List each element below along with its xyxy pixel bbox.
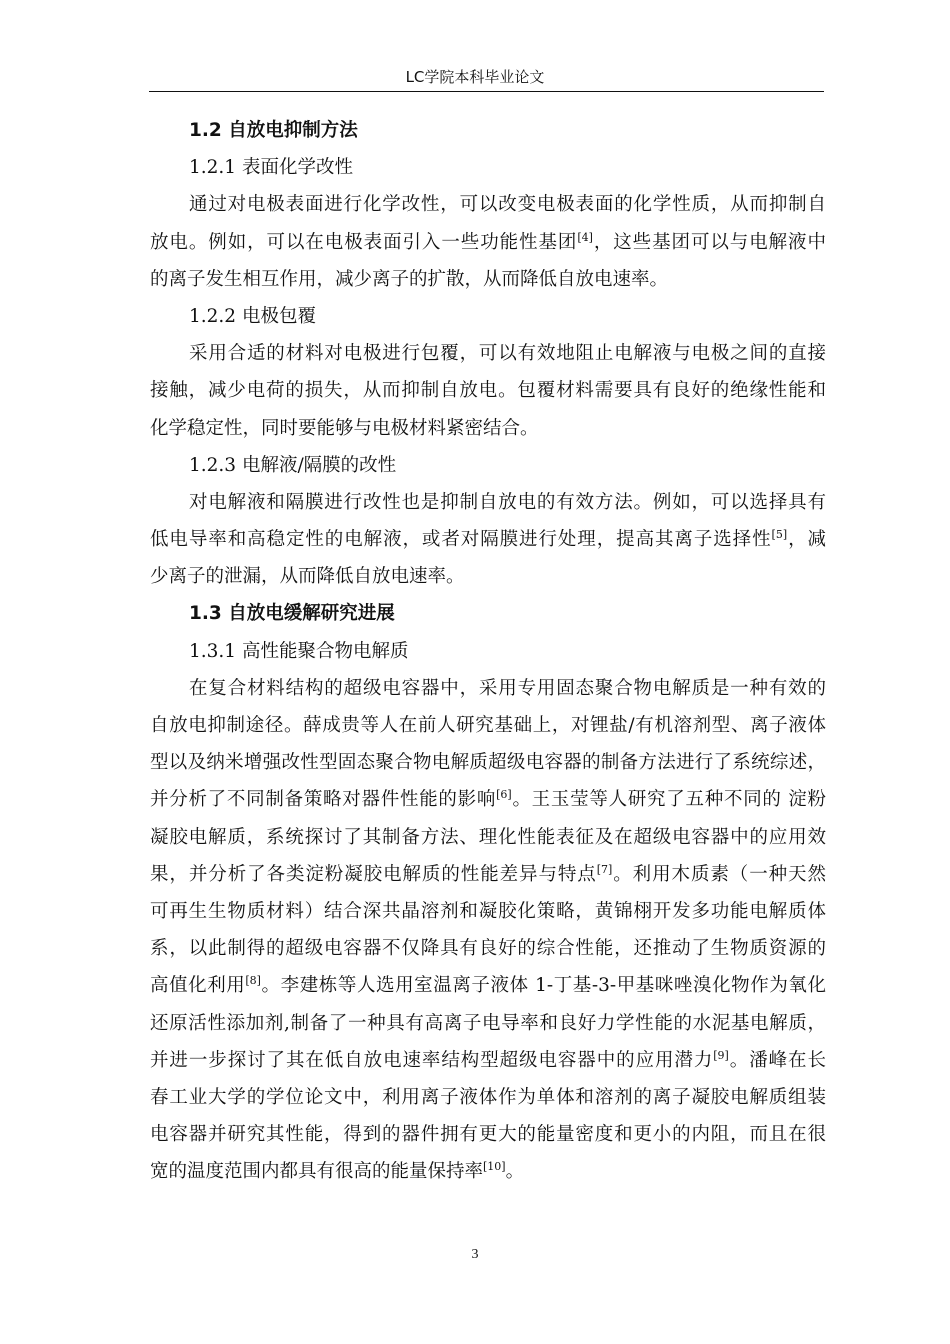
citation-ref: [5]: [771, 528, 788, 542]
paragraph-line: 自放电抑制途径。薛成贵等人在前人研究基础上，对锂盐/有机溶剂型、离子液体: [150, 715, 826, 736]
paragraph-line: [150, 1153, 826, 1190]
paragraph-line: 的离子发生相互作用，减少离子的扩散，从而降低自放电速率。: [150, 268, 669, 290]
paragraph-line: 还原活性添加剂,制备了一种具有高离子电导率和良好力学性能的水泥基电解质，: [150, 1012, 826, 1034]
paragraph-line: 接触，减少电荷的损失，从而抑制自放电。包覆材料需要具有良好的绝缘性能和: [150, 380, 826, 402]
text-run: ，减: [787, 529, 826, 551]
text-run: 放电。例如，可以在电极表面引入一些功能性基团: [150, 231, 578, 253]
text-run: 宽的温度范围内都具有很高的能量保持率: [150, 1161, 484, 1183]
text-run: ，这些基团可以与电解液中: [592, 231, 826, 253]
paragraph-line: 少离子的泄漏，从而降低自放电速率。: [150, 566, 465, 588]
citation-ref: [7]: [596, 862, 613, 876]
section-heading-1-2: 1.2 自放电抑制方法: [189, 120, 358, 141]
citation-ref: [8]: [245, 974, 261, 988]
text-run: 高值化利用: [150, 975, 246, 997]
citation-ref: [6]: [496, 788, 512, 802]
paragraph-line: 型以及纳米增强改性型固态聚合物电解质超级电容器的制备方法进行了系统综述，: [150, 752, 826, 774]
paragraph-line: 对电解液和隔膜进行改性也是抑制自放电的有效方法。例如，可以选择具有: [189, 491, 826, 513]
subsection-heading-1-3-1: 1.3.1 高性能聚合物电解质: [189, 640, 409, 662]
header-divider: [149, 91, 824, 92]
subsection-heading-1-2-1: 1.2.1 表面化学改性: [189, 157, 353, 179]
paragraph-line: 凝胶电解质，系统探讨了其制备方法、理化性能表征及在超级电容器中的应用效: [150, 826, 826, 848]
paragraph-line: [150, 781, 826, 818]
paragraph-line: 系，以此制得的超级电容器不仅降具有良好的综合性能，还推动了生物质资源的: [150, 938, 826, 960]
paragraph-line: 通过对电极表面进行化学改性，可以改变电极表面的化学性质，从而抑制自: [189, 194, 826, 216]
paragraph-line: 在复合材料结构的超级电容器中，采用专用固态聚合物电解质是一种有效的: [189, 677, 826, 699]
text-run: 。李建栋等人选用室温离子液体 1-丁基-3-甲基咪唑溴化物作为氧化: [260, 975, 826, 997]
page-body: [150, 112, 826, 1190]
text-run: 。: [505, 1161, 525, 1183]
text-run: 并进一步探讨了其在低自放电速率结构型超级电容器中的应用潜力: [150, 1049, 714, 1071]
text-run: 果，并分析了各类淀粉凝胶电解质的性能差异与特点: [150, 863, 597, 885]
subsection-heading-1-2-2: 1.2.2 电极包覆: [189, 305, 316, 327]
text-run: 低电导率和高稳定性的电解液，或者对隔膜进行处理，提高其离子选择性: [150, 529, 772, 551]
citation-ref: [10]: [483, 1160, 506, 1174]
paragraph-line: [150, 856, 826, 893]
paragraph-line: [150, 967, 826, 1004]
paragraph-line: [150, 1042, 826, 1079]
citation-ref: [4]: [577, 230, 593, 244]
section-heading-1-3: 1.3 自放电缓解研究进展: [189, 603, 395, 625]
paragraph-line: 可再生生物质材料）结合深共晶溶剂和凝胶化策略，黄锦栩开发多功能电解质体: [150, 900, 826, 922]
page-number: 3: [471, 1247, 479, 1262]
text-run: 。利用木质素（一种天然: [612, 863, 826, 885]
text-run: 并分析了不同制备策略对器件性能的影响: [150, 789, 497, 811]
text-run: 。潘峰在长: [728, 1049, 826, 1071]
citation-ref: [9]: [713, 1048, 729, 1062]
paragraph-line: [150, 224, 826, 261]
paragraph-line: [150, 521, 826, 558]
running-header: LC学院本科毕业论文: [405, 68, 545, 86]
text-run: 。王玉莹等人研究了五种不同的 淀粉: [511, 789, 826, 811]
paragraph-line: 化学稳定性，同时要能够与电极材料紧密结合。: [150, 417, 539, 439]
paragraph-line: 春工业大学的学位论文中，利用离子液体作为单体和溶剂的离子凝胶电解质组装: [150, 1086, 826, 1108]
subsection-heading-1-2-3: 1.2.3 电解液/隔膜的改性: [189, 454, 397, 476]
paragraph-line: 采用合适的材料对电极进行包覆，可以有效地阻止电解液与电极之间的直接: [189, 343, 826, 365]
paragraph-line: 电容器并研究其性能，得到的器件拥有更大的能量密度和更小的内阻，而且在很: [150, 1124, 826, 1146]
